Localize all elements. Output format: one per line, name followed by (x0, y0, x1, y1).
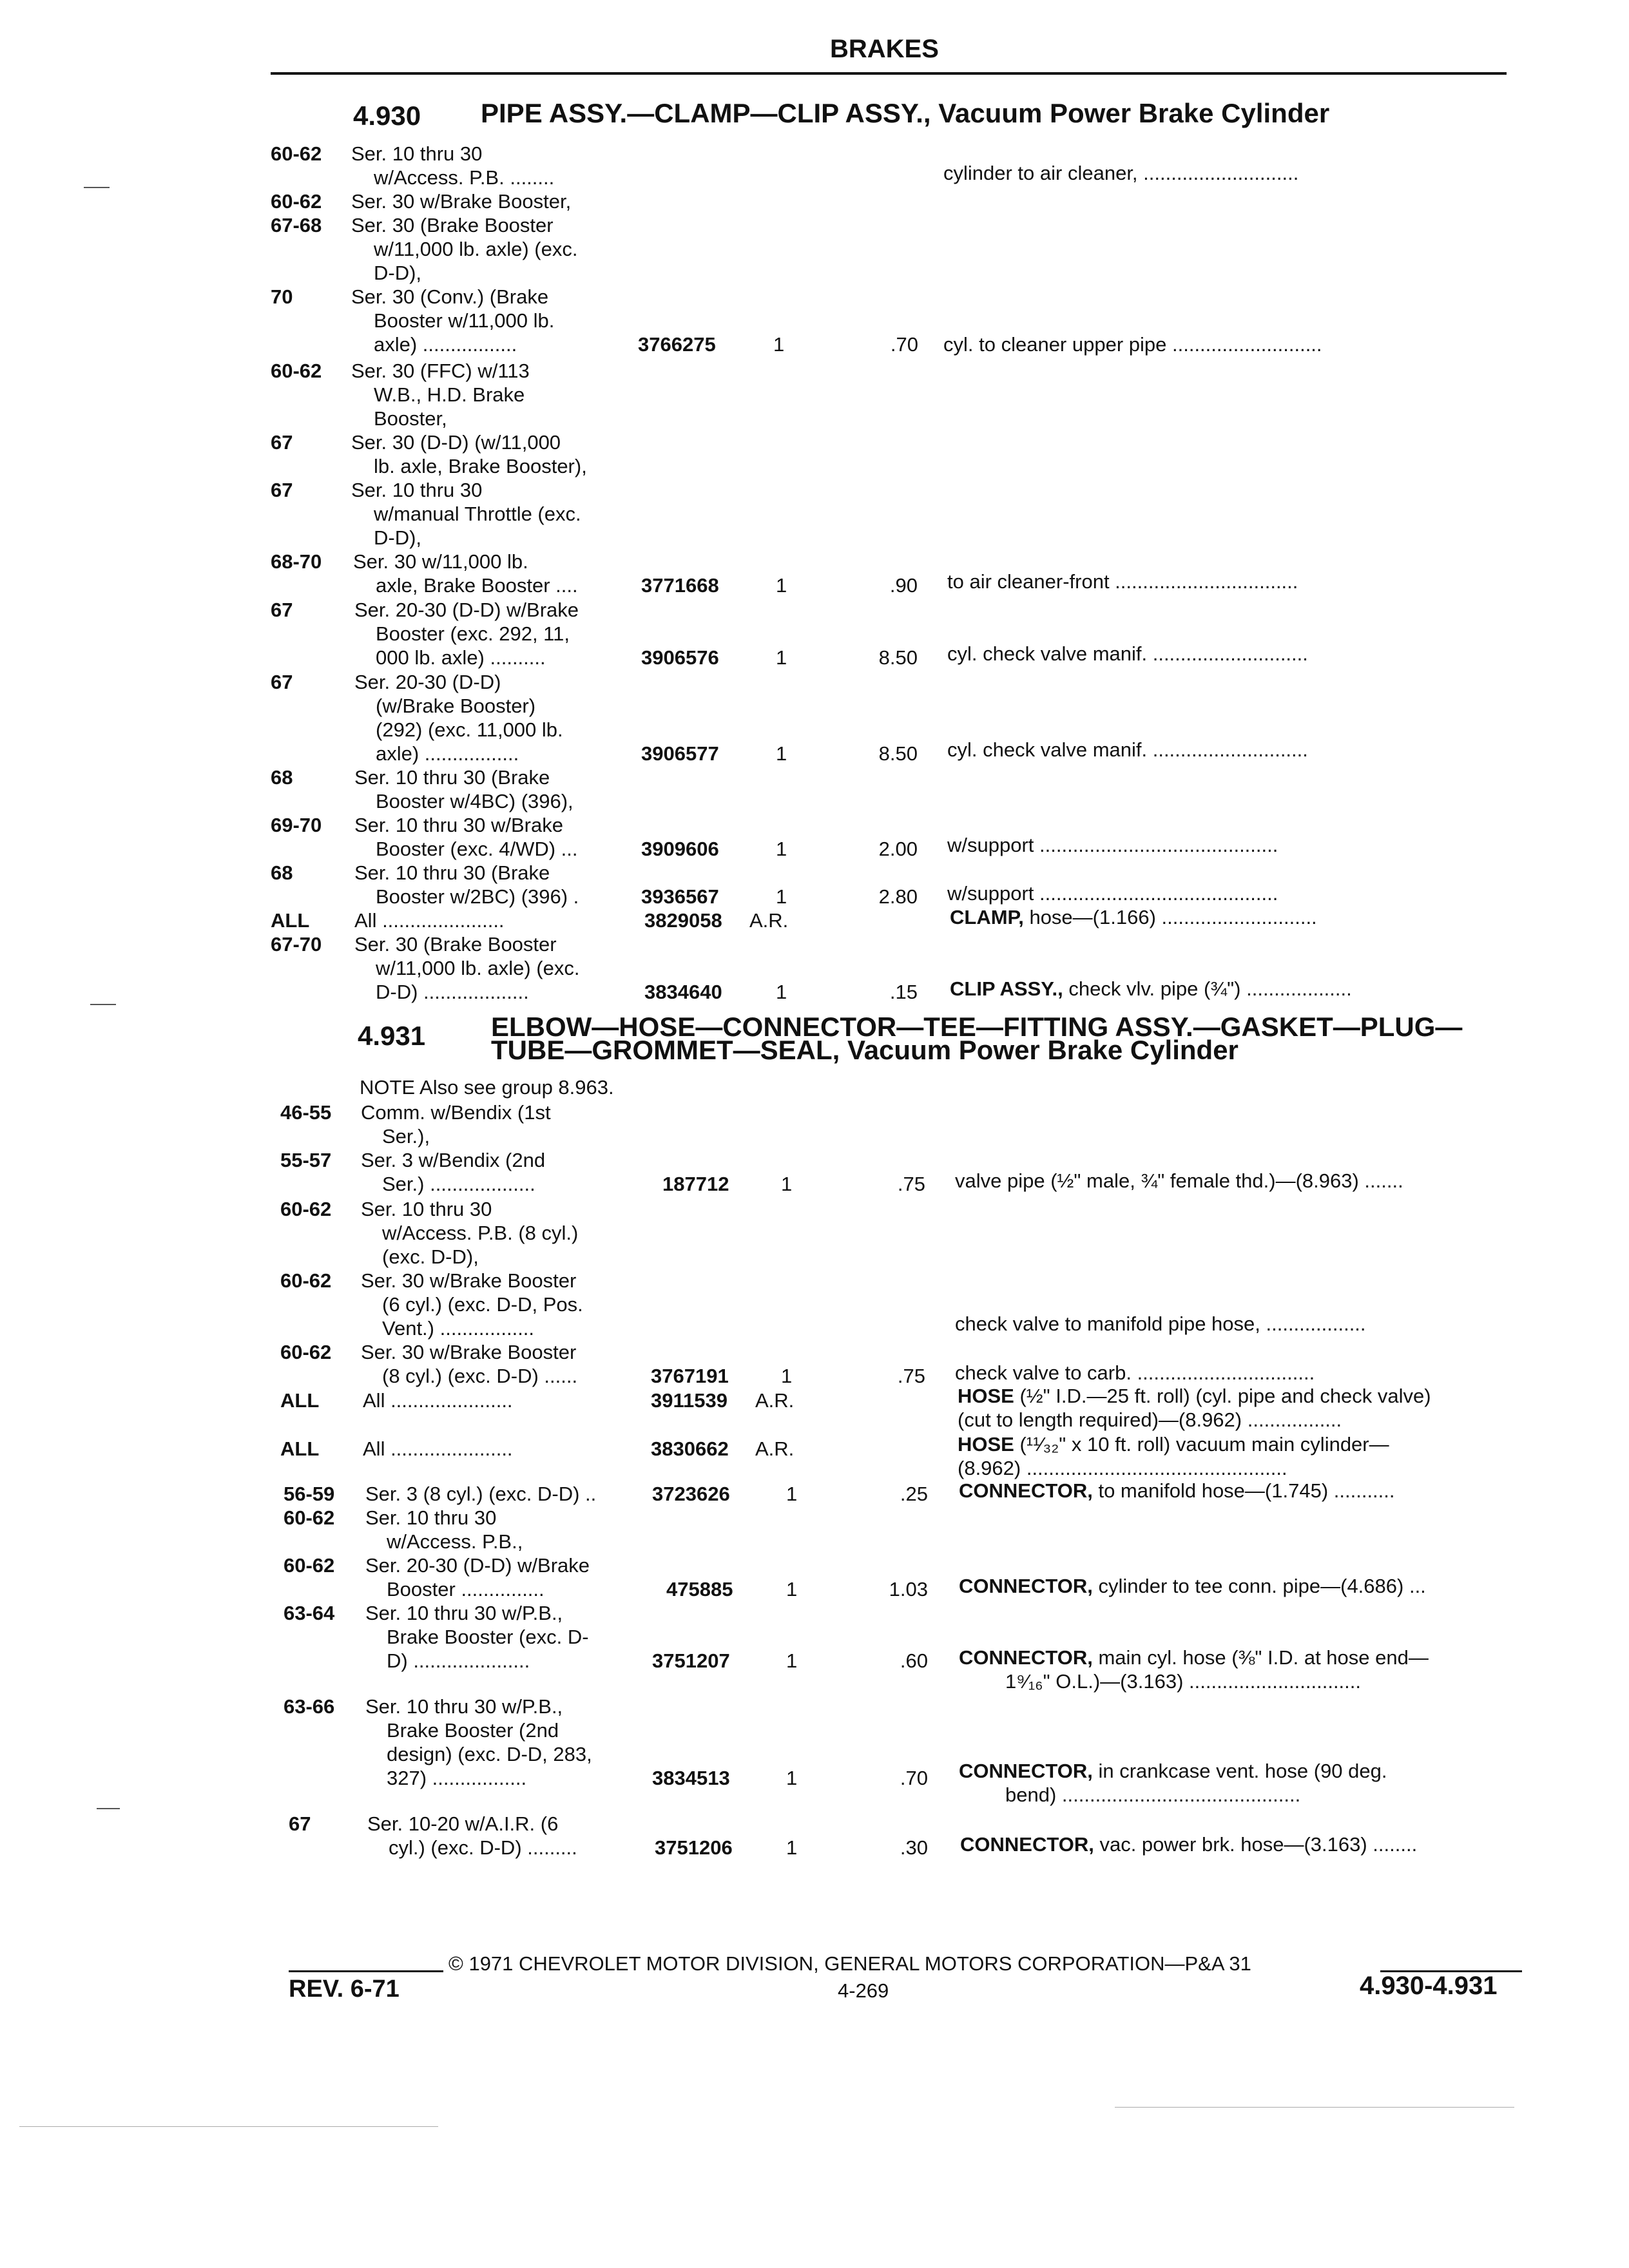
description: 1⁹⁄₁₆" O.L.)—(3.163) ............................... (1005, 1670, 1362, 1693)
part-number: 3771668 (641, 574, 719, 597)
year-range: 56-59 (284, 1483, 335, 1505)
model-line: w/Access. P.B., (387, 1530, 523, 1553)
model-line: Ser. 10-20 w/A.I.R. (6 (367, 1812, 559, 1835)
footer-rule-left (289, 1970, 443, 1972)
part-number: 3834640 (644, 981, 722, 1003)
quantity: 1 (776, 838, 787, 860)
model-line: Brake Booster (2nd (387, 1719, 559, 1742)
model-line: Ser. 30 w/Brake Booster, (351, 190, 572, 213)
model-line: All ...................... (363, 1389, 513, 1412)
model-line: design) (exc. D-D, 283, (387, 1743, 592, 1765)
part-number: 3834513 (652, 1767, 730, 1789)
quantity: 1 (786, 1578, 798, 1600)
model-line: Ser. 30 (D-D) (w/11,000 (351, 431, 561, 454)
year-range: 67-68 (271, 214, 322, 236)
model-line: lb. axle, Brake Booster), (374, 455, 587, 477)
quantity: 1 (776, 981, 787, 1003)
section-number: 4.931 (358, 1021, 426, 1051)
part-number: 3723626 (652, 1483, 730, 1505)
year-range: 60-62 (271, 360, 322, 382)
model-line: Ser. 30 w/Brake Booster (361, 1341, 577, 1363)
page-header-title: BRAKES (830, 35, 939, 63)
quantity: A.R. (749, 909, 789, 932)
part-type: CONNECTOR, (959, 1646, 1093, 1669)
description: cyl. to cleaner upper pipe ........................... (943, 333, 1322, 356)
model-line: Ser. 20-30 (D-D) (354, 671, 501, 693)
part-number: 3911539 (651, 1389, 728, 1412)
model-line: w/Access. P.B. (8 cyl.) (382, 1222, 579, 1244)
year-range: 63-66 (284, 1695, 335, 1718)
part-number: 3906576 (641, 646, 719, 669)
model-line: D-D) ................... (376, 981, 529, 1003)
quantity: A.R. (755, 1437, 795, 1460)
part-type: HOSE (958, 1385, 1014, 1407)
description: cyl. check valve manif. ............................ (947, 642, 1308, 665)
model-line: Comm. w/Bendix (1st (361, 1101, 551, 1124)
part-number: 3767191 (651, 1365, 729, 1387)
model-line: Ser.) ................... (382, 1173, 535, 1195)
model-line: Booster, (374, 407, 447, 430)
description-text: main cyl. hose (⅜" I.D. at hose end— (1098, 1646, 1429, 1669)
year-range: 70 (271, 285, 293, 308)
quantity: A.R. (755, 1389, 795, 1412)
price: .75 (897, 1173, 925, 1195)
year-range: 63-64 (284, 1602, 335, 1624)
price: .30 (900, 1836, 928, 1859)
quantity: 1 (781, 1365, 793, 1387)
part-type: CONNECTOR, (959, 1575, 1093, 1597)
year-range: 67 (271, 671, 293, 693)
price: 1.03 (889, 1578, 928, 1600)
scan-edge-line (1115, 2107, 1514, 2108)
model-line: Booster w/4BC) (396), (376, 790, 574, 812)
description: (8.962) ............................................... (958, 1457, 1287, 1479)
price: .60 (900, 1649, 928, 1672)
price: .25 (900, 1483, 928, 1505)
model-line: Booster w/2BC) (396) . (376, 885, 579, 908)
model-line: D-D), (374, 262, 422, 284)
quantity: 1 (786, 1483, 798, 1505)
model-line: Ser. 30 w/Brake Booster (361, 1269, 577, 1292)
model-line: Ser. 10 thru 30 (Brake (354, 766, 550, 789)
part-number: 475885 (666, 1578, 733, 1600)
description-text: hose—(1.166) ............................ (1029, 906, 1317, 928)
part-type: CONNECTOR, (960, 1833, 1094, 1856)
model-line: cyl.) (exc. D-D) ......... (389, 1836, 577, 1859)
model-line: Ser. 10 thru 30 (365, 1506, 497, 1529)
part-number: 187712 (662, 1173, 729, 1195)
year-range: 68-70 (271, 550, 322, 573)
model-line: Booster ............... (387, 1578, 545, 1600)
price: .90 (889, 574, 918, 597)
section-range: 4.930-4.931 (1360, 1972, 1498, 2000)
description (959, 1646, 1429, 1669)
part-number: 3751207 (652, 1649, 730, 1672)
quantity: 1 (786, 1836, 798, 1859)
description-text: (½" I.D.—25 ft. roll) (cyl. pipe and check valve) (1019, 1385, 1431, 1407)
part-type: CLAMP, (950, 906, 1024, 928)
part-type: HOSE (958, 1433, 1014, 1456)
year-range: 67 (271, 431, 293, 454)
price: .70 (900, 1767, 928, 1789)
model-line: w/manual Throttle (exc. (374, 503, 581, 525)
description (960, 1832, 1417, 1856)
model-line: All ...................... (363, 1437, 513, 1460)
part-type: CONNECTOR, (959, 1479, 1093, 1502)
model-line: All ...................... (354, 909, 505, 932)
margin-mark (84, 187, 110, 188)
description (959, 1479, 1395, 1503)
model-line: Ser. 20-30 (D-D) w/Brake (365, 1554, 590, 1577)
price: .75 (897, 1365, 925, 1387)
price: 8.50 (878, 646, 918, 669)
model-line: Ser. 10 thru 30 (Brake (354, 861, 550, 884)
section-title-line-2: TUBE—GROMMET—SEAL, Vacuum Power Brake Cylinder (491, 1035, 1239, 1065)
model-line: w/11,000 lb. axle) (exc. (376, 957, 580, 979)
model-line: Ser. 30 (FFC) w/113 (351, 360, 530, 382)
quantity: 1 (773, 333, 785, 356)
price: .15 (889, 981, 918, 1003)
price: 2.00 (878, 838, 918, 860)
year-range: 60-62 (271, 142, 322, 165)
description: bend) ........................................... (1005, 1783, 1301, 1806)
part-type: CLIP ASSY., (950, 977, 1063, 1000)
model-line: (292) (exc. 11,000 lb. (376, 718, 563, 741)
description-text: check vlv. pipe (¾") ................... (1068, 977, 1352, 1000)
description: w/support ........................................... (947, 834, 1278, 856)
description-text: in crankcase vent. hose (90 deg. (1098, 1760, 1387, 1782)
revision-label: REV. 6-71 (289, 1975, 400, 2003)
model-line: Ser. 30 (Conv.) (Brake (351, 285, 549, 308)
model-line: w/Access. P.B. ........ (374, 166, 555, 189)
part-number: 3829058 (644, 909, 722, 932)
model-line: Ser. 10 thru 30 (361, 1198, 492, 1220)
part-number: 3906577 (641, 742, 719, 765)
model-line: Ser. 3 (8 cyl.) (exc. D-D) .. (365, 1483, 597, 1505)
quantity: 1 (781, 1173, 793, 1195)
section-number: 4.930 (353, 101, 421, 131)
year-range: ALL (280, 1437, 320, 1460)
part-number: 3751206 (655, 1836, 733, 1859)
part-number: 3766275 (638, 333, 716, 356)
model-line: (exc. D-D), (382, 1245, 479, 1268)
quantity: 1 (786, 1649, 798, 1672)
part-type: CONNECTOR, (959, 1760, 1093, 1782)
part-number: 3830662 (651, 1437, 729, 1460)
model-line: Ser. 30 (Brake Booster (351, 214, 554, 236)
description: cyl. check valve manif. ............................ (947, 738, 1308, 761)
year-range: 46-55 (280, 1101, 332, 1124)
model-line: axle, Brake Booster .... (376, 574, 578, 597)
description: (cut to length required)—(8.962) ................. (958, 1408, 1342, 1431)
model-line: (w/Brake Booster) (376, 695, 536, 717)
model-line: Ser. 10 thru 30 (351, 142, 483, 165)
year-range: 60-62 (271, 190, 322, 213)
model-line: Vent.) ................. (382, 1317, 535, 1340)
year-range: 67 (271, 599, 293, 621)
section-note: NOTE Also see group 8.963. (360, 1076, 614, 1099)
margin-mark (97, 1808, 120, 1809)
margin-mark (90, 1004, 116, 1005)
price: .70 (890, 333, 918, 356)
description-text: cylinder to tee conn. pipe—(4.686) ... (1098, 1575, 1426, 1597)
description: cylinder to air cleaner, ............................ (943, 162, 1299, 184)
scan-edge-line (19, 2126, 438, 2127)
price: 2.80 (878, 885, 918, 908)
description (959, 1574, 1426, 1598)
quantity: 1 (776, 742, 787, 765)
quantity: 1 (776, 885, 787, 908)
year-range: 60-62 (280, 1341, 332, 1363)
part-number: 3936567 (641, 885, 719, 908)
description-text: (¹¹⁄₃₂" x 10 ft. roll) vacuum main cylinder— (1019, 1433, 1389, 1456)
model-line: 327) ................. (387, 1767, 527, 1789)
year-range: 67-70 (271, 933, 322, 956)
year-range: ALL (271, 909, 310, 932)
year-range: 60-62 (280, 1269, 332, 1292)
year-range: 67 (289, 1812, 311, 1835)
description: check valve to manifold pipe hose, .................. (955, 1312, 1366, 1335)
model-line: Ser. 10 thru 30 w/P.B., (365, 1602, 563, 1624)
part-number: 3909606 (641, 838, 719, 860)
description-text: vac. power brk. hose—(3.163) ........ (1099, 1833, 1418, 1856)
model-line: Ser. 30 w/11,000 lb. (353, 550, 528, 573)
model-line: D-D), (374, 526, 422, 549)
model-line: (6 cyl.) (exc. D-D, Pos. (382, 1293, 583, 1316)
year-range: 69-70 (271, 814, 322, 836)
quantity: 1 (776, 646, 787, 669)
model-line: Ser. 3 w/Bendix (2nd (361, 1149, 546, 1171)
description: valve pipe (½" male, ¾" female thd.)—(8.963) ....... (955, 1169, 1403, 1192)
model-line: D) ..................... (387, 1649, 530, 1672)
model-line: axle) ................. (374, 333, 517, 356)
price: 8.50 (878, 742, 918, 765)
description: check valve to carb. ................................ (955, 1361, 1315, 1384)
description (950, 977, 1352, 1001)
year-range: ALL (280, 1389, 320, 1412)
model-line: W.B., H.D. Brake (374, 383, 525, 406)
year-range: 68 (271, 766, 293, 789)
description: to air cleaner-front ................................. (947, 570, 1298, 593)
description: w/support ........................................... (947, 882, 1278, 905)
model-line: Booster (exc. 4/WD) ... (376, 838, 578, 860)
section-title: PIPE ASSY.—CLAMP—CLIP ASSY., Vacuum Power Brake Cylinder (481, 98, 1330, 128)
year-range: 68 (271, 861, 293, 884)
year-range: 60-62 (280, 1198, 332, 1220)
quantity: 1 (786, 1767, 798, 1789)
year-range: 60-62 (284, 1506, 335, 1529)
model-line: Ser. 10 thru 30 w/P.B., (365, 1695, 563, 1718)
description (958, 1384, 1431, 1408)
model-line: Booster w/11,000 lb. (374, 309, 555, 332)
header-rule (271, 72, 1507, 75)
model-line: (8 cyl.) (exc. D-D) ...... (382, 1365, 578, 1387)
year-range: 55-57 (280, 1149, 332, 1171)
model-line: Ser. 20-30 (D-D) w/Brake (354, 599, 579, 621)
model-line: Booster (exc. 292, 11, (376, 622, 570, 645)
description (958, 1432, 1389, 1456)
page-number: 4-269 (838, 1979, 889, 2002)
description-text: to manifold hose—(1.745) ........... (1098, 1479, 1395, 1502)
year-range: 60-62 (284, 1554, 335, 1577)
description (959, 1759, 1387, 1783)
model-line: Ser. 10 thru 30 w/Brake (354, 814, 563, 836)
copyright-notice: © 1971 CHEVROLET MOTOR DIVISION, GENERAL MOTORS CORPORATION—P&A 31 (448, 1952, 1251, 1975)
model-line: Brake Booster (exc. D- (387, 1626, 589, 1648)
model-line: Ser.), (382, 1125, 430, 1148)
model-line: Ser. 30 (Brake Booster (354, 933, 557, 956)
quantity: 1 (776, 574, 787, 597)
section-title-line-1: ELBOW—HOSE—CONNECTOR—TEE—FITTING ASSY.—GASKET—PLUG— (491, 1012, 1463, 1042)
model-line: 000 lb. axle) .......... (376, 646, 546, 669)
model-line: Ser. 10 thru 30 (351, 479, 483, 501)
model-line: w/11,000 lb. axle) (exc. (374, 238, 578, 260)
description (950, 905, 1317, 929)
year-range: 67 (271, 479, 293, 501)
model-line: axle) ................. (376, 742, 519, 765)
